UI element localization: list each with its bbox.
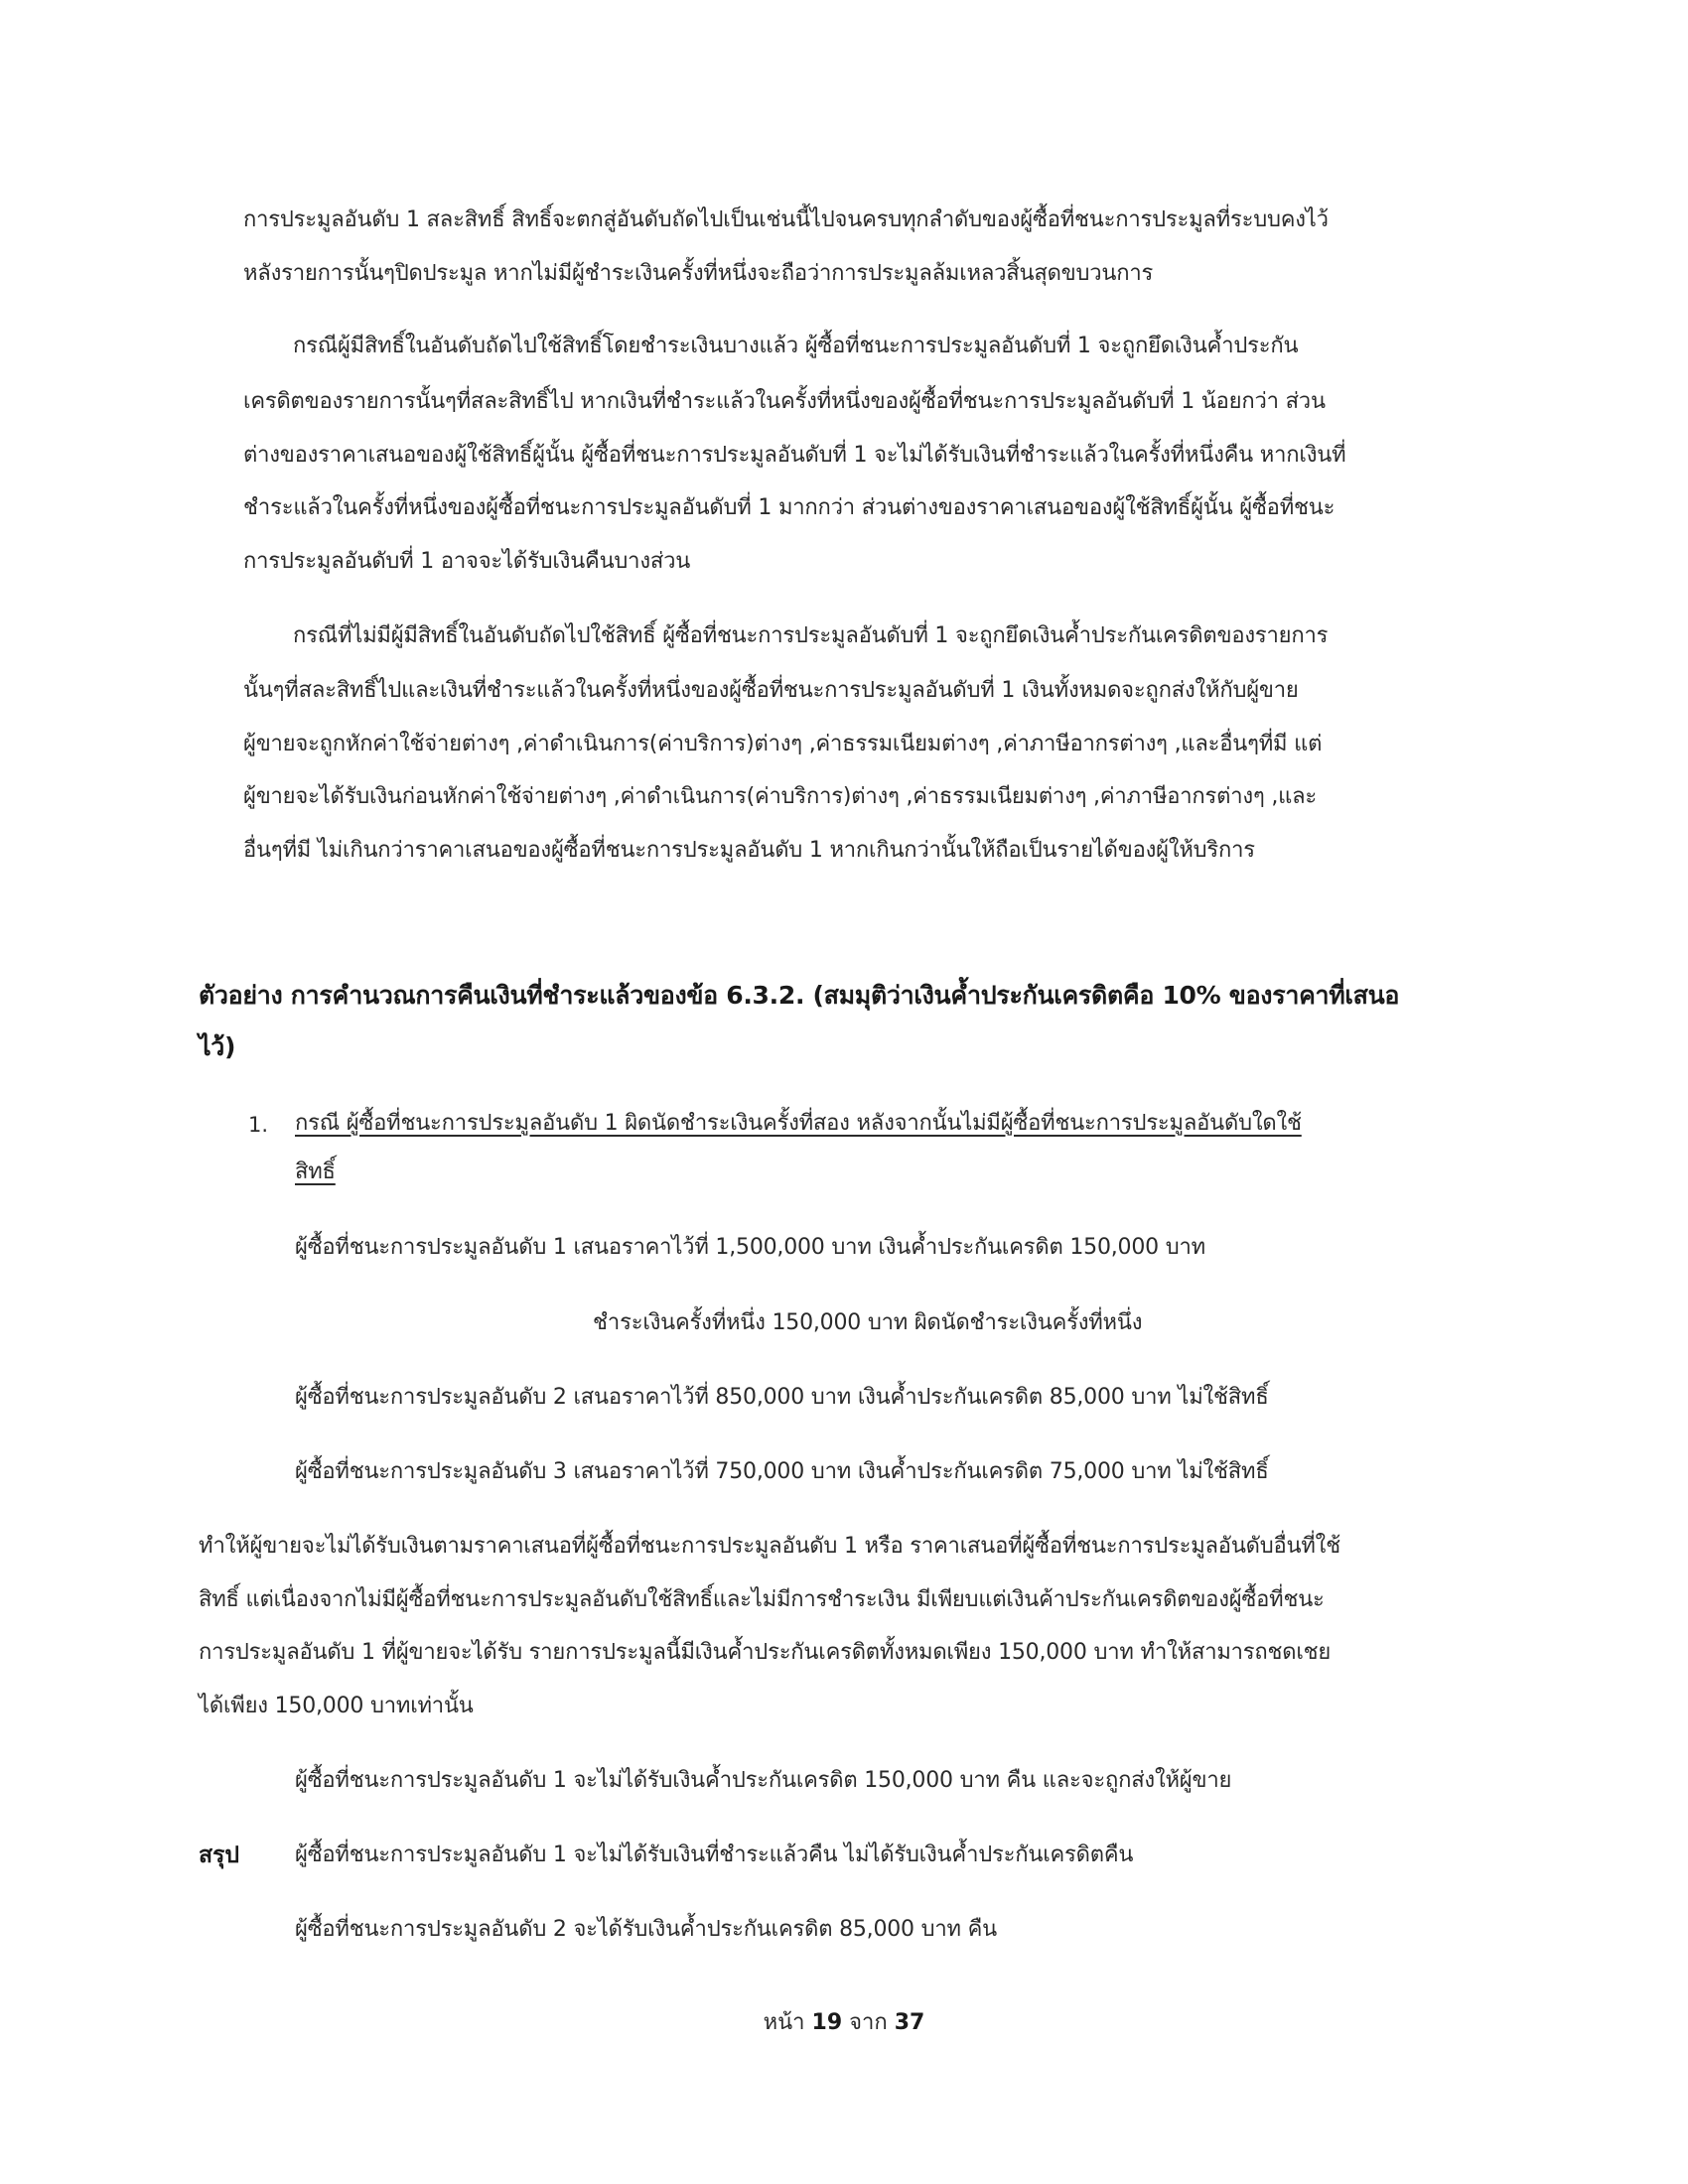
paragraph-line: การประมูลอันดับ 1 สละสิทธิ์ สิทธิ์จะตกสู่อันดับถัดไปเป็นเช่นนี้ไปจนครบทุกลำดับของผู้ซื้อที่ชนะการประมูลที่ระบบคงไว้ — [243, 207, 1329, 232]
example-heading: ตัวอย่าง การคำนวณการคืนเงินที่ชำระแล้วของข้อ 6.3.2. (สมมุติว่าเงินค้ำประกันเครดิตคือ 10% ของราคาที่เสนอ — [199, 981, 1400, 1010]
paragraph-line: ชำระแล้วในครั้งที่หนึ่งของผู้ซื้อที่ชนะการประมูลอันดับที่ 1 มากกว่า ส่วนต่างของราคาเสนอของผู้ใช้สิทธิ์ผู้นั้น ผู้ซื้อที่ชนะ — [243, 495, 1336, 520]
page-footer — [0, 2008, 1688, 2038]
paragraph-line: กรณีผู้มีสิทธิ์ในอันดับถัดไปใช้สิทธิ์โดยชำระเงินบางแล้ว ผู้ซื้อที่ชนะการประมูลอันดับที่ 1 จะถูกยึดเงินค้ำประกัน — [293, 334, 1299, 358]
footer-prefix: หน้า — [763, 2010, 805, 2035]
paragraph-line: นั้นๆที่สละสิทธิ์ไปและเงินที่ชำระแล้วในครั้งที่หนึ่งของผู้ซื้อที่ชนะการประมูลอันดับที่ 1 เงินทั้งหมดจะถูกส่งให้กับผู้ขาย — [243, 678, 1299, 703]
paragraph-line: กรณีที่ไม่มีผู้มีสิทธิ์ในอันดับถัดไปใช้สิทธิ์ ผู้ซื้อที่ชนะการประมูลอันดับที่ 1 จะถูกยึดเงินค้ำประกันเครดิตของรายการ — [293, 623, 1329, 648]
paragraph-line: อื่นๆที่มี ไม่เกินกว่าราคาเสนอของผู้ซื้อที่ชนะการประมูลอันดับ 1 หากเกินกว่านั้นให้ถือเป็นรายได้ของผู้ให้บริการ — [243, 838, 1255, 863]
paragraph-line: เครดิตของรายการนั้นๆที่สละสิทธิ์ไป หากเงินที่ชำระแล้วในครั้งที่หนึ่งของผู้ซื้อที่ชนะการประมูลอันดับที่ 1 น้อยกว่า ส่วน — [243, 389, 1326, 414]
paragraph-line: ผู้ขายจะได้รับเงินก่อนหักค่าใช้จ่ายต่างๆ ,ค่าดำเนินการ(ค่าบริการ)ต่างๆ ,ค่าธรรมเนียมต่างๆ ,ค่าภาษีอากรต่างๆ ,และ — [243, 784, 1318, 809]
list-number: 1. — [248, 1113, 269, 1137]
case-title: กรณี ผู้ซื้อที่ชนะการประมูลอันดับ 1 ผิดนัดชำระเงินครั้งที่สอง หลังจากนั้นไม่มีผู้ซื้อที่ชนะการประมูลอันดับใดใช้ — [295, 1111, 1302, 1136]
bidder-row: ผู้ซื้อที่ชนะการประมูลอันดับ 3 เสนอราคาไว้ที่ 750,000 บาท เงินค้ำประกันเครดิต 75,000 บาท ไม่ใช้สิทธิ์ — [295, 1459, 1269, 1484]
explanation-line: การประมูลอันดับ 1 ที่ผู้ขายจะได้รับ รายการประมูลนี้มีเงินค้ำประกันเครดิตทั้งหมดเพียง 150,000 บาท ทำให้สามารถชดเชย — [199, 1640, 1332, 1665]
explanation-line: ได้เพียง 150,000 บาทเท่านั้น — [199, 1694, 474, 1718]
summary-line: ผู้ซื้อที่ชนะการประมูลอันดับ 1 จะไม่ได้รับเงินที่ชำระแล้วคืน ไม่ได้รับเงินค้ำประกันเครดิตคืน — [295, 1843, 1134, 1867]
paragraph-line: ต่างของราคาเสนอของผู้ใช้สิทธิ์ผู้นั้น ผู้ซื้อที่ชนะการประมูลอันดับที่ 1 จะไม่ได้รับเงินที่ชำระแล้วในครั้งที่หนึ่งคืน หากเงินที่ — [243, 443, 1346, 468]
summary-line: ผู้ซื้อที่ชนะการประมูลอันดับ 2 จะได้รับเงินค้ำประกันเครดิต 85,000 บาท คืน — [295, 1917, 998, 1942]
paragraph-line: หลังรายการนั้นๆปิดประมูล หากไม่มีผู้ชำระเงินครั้งที่หนึ่งจะถือว่าการประมูลล้มเหลวสิ้นสุดขบวนการ — [243, 261, 1154, 286]
case-title: สิทธิ์ — [295, 1160, 336, 1184]
example-heading: ไว้) — [199, 1032, 236, 1061]
bidder-row: ผู้ซื้อที่ชนะการประมูลอันดับ 1 เสนอราคาไว้ที่ 1,500,000 บาท เงินค้ำประกันเครดิต 150,000 บาท — [295, 1235, 1205, 1260]
summary-label: สรุป — [199, 1843, 239, 1868]
total-page-count: 37 — [894, 2010, 925, 2035]
forfeit-line: ผู้ซื้อที่ชนะการประมูลอันดับ 1 จะไม่ได้รับเงินค้ำประกันเครดิต 150,000 บาท คืน และจะถูกส่งให้ผู้ขาย — [295, 1768, 1232, 1793]
current-page-number: 19 — [811, 2010, 843, 2035]
bidder-row: ผู้ซื้อที่ชนะการประมูลอันดับ 2 เสนอราคาไว้ที่ 850,000 บาท เงินค้ำประกันเครดิต 85,000 บาท ไม่ใช้สิทธิ์ — [295, 1385, 1269, 1410]
bidder-row: ชำระเงินครั้งที่หนึ่ง 150,000 บาท ผิดนัดชำระเงินครั้งที่หนึ่ง — [593, 1310, 1143, 1335]
paragraph-line: ผู้ขายจะถูกหักค่าใช้จ่ายต่างๆ ,ค่าดำเนินการ(ค่าบริการ)ต่างๆ ,ค่าธรรมเนียมต่างๆ ,ค่าภาษีอากรต่างๆ ,และอื่นๆที่มี แต่ — [243, 732, 1323, 756]
explanation-line: สิทธิ์ แต่เนื่องจากไม่มีผู้ซื้อที่ชนะการประมูลอันดับใช้สิทธิ์และไม่มีการชำระเงิน มีเพียบแต่เงินค้าประกันเครดิตของผู้ซื้อที่ชนะ — [199, 1587, 1325, 1612]
footer-middle: จาก — [849, 2010, 888, 2035]
explanation-line: ทำให้ผู้ขายจะไม่ได้รับเงินตามราคาเสนอที่ผู้ซื้อที่ชนะการประมูลอันดับ 1 หรือ ราคาเสนอที่ผู้ซื้อที่ชนะการประมูลอันดับอื่นที่ใช้ — [199, 1534, 1340, 1559]
paragraph-line: การประมูลอันดับที่ 1 อาจจะได้รับเงินคืนบางส่วน — [243, 549, 691, 574]
